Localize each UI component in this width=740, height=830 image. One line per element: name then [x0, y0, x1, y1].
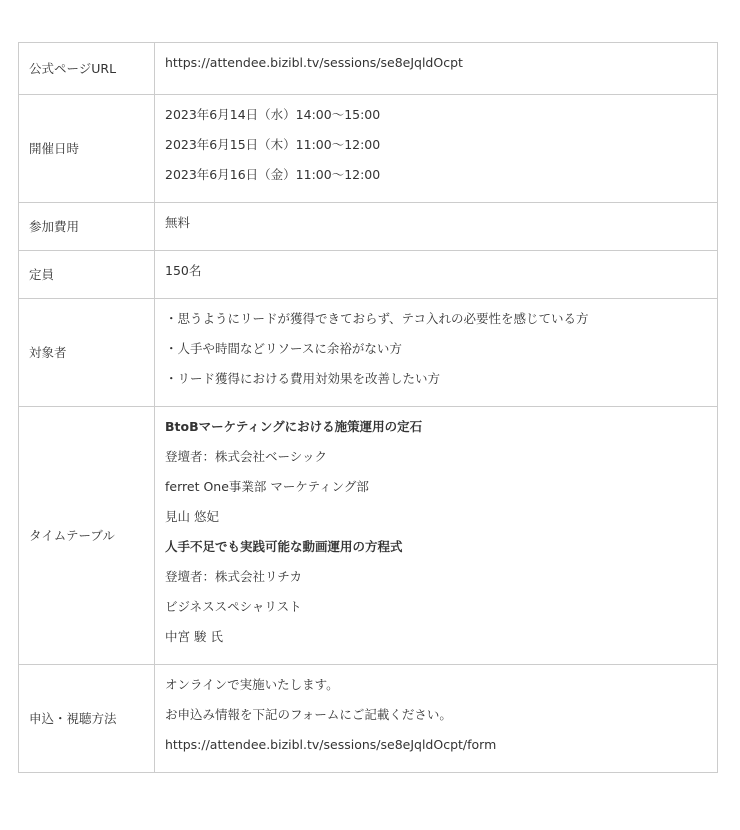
row-label-target: 対象者 [19, 299, 155, 407]
speaker-department: ferret One事業部 マーケティング部 [165, 479, 369, 494]
capacity-text: 150名 [165, 263, 202, 278]
row-value-datetime [155, 95, 718, 203]
form-url-link[interactable]: https://attendee.bizibl.tv/sessions/se8eJqldOcpt/form [165, 737, 497, 752]
row-label-apply: 申込・視聴方法 [19, 665, 155, 773]
row-value-official-url [155, 43, 718, 95]
target-item: ・リード獲得における費用対効果を改善したい方 [165, 371, 441, 386]
event-info-table [18, 42, 718, 773]
table-row [19, 95, 718, 203]
row-label-fee: 参加費用 [19, 203, 155, 251]
table-row [19, 203, 718, 251]
row-value-fee [155, 203, 718, 251]
row-value-target [155, 299, 718, 407]
official-url-link[interactable]: https://attendee.bizibl.tv/sessions/se8eJqldOcpt [165, 55, 463, 70]
table-row [19, 251, 718, 299]
speaker-company: 登壇者：株式会社リチカ [165, 569, 303, 584]
table-row [19, 665, 718, 773]
target-item: ・思うようにリードが獲得できておらず、テコ入れの必要性を感じている方 [165, 311, 589, 326]
row-value-apply [155, 665, 718, 773]
speaker-department: ビジネススペシャリスト [165, 599, 302, 614]
speaker-company: 登壇者：株式会社ベーシック [165, 449, 328, 464]
speaker-name: 中宮 駿 氏 [165, 629, 223, 644]
target-item: ・人手や時間などリソースに余裕がない方 [165, 341, 402, 356]
row-value-timetable [155, 407, 718, 665]
row-value-capacity [155, 251, 718, 299]
date-line: 2023年6月15日（木）11:00～12:00 [165, 137, 381, 152]
session-title: BtoBマーケティングにおける施策運用の定石 [165, 419, 423, 434]
row-label-official-url: 公式ページURL [19, 43, 155, 95]
table-row [19, 43, 718, 95]
table-row [19, 407, 718, 665]
apply-text: オンラインで実施いたします。 [165, 677, 339, 692]
speaker-name: 見山 悠妃 [165, 509, 219, 524]
date-line: 2023年6月16日（金）11:00～12:00 [165, 167, 381, 182]
row-label-timetable: タイムテーブル [19, 407, 155, 665]
apply-text: お申込み情報を下記のフォームにご記載ください。 [165, 707, 452, 722]
table-row [19, 299, 718, 407]
fee-text: 無料 [165, 215, 191, 230]
date-line: 2023年6月14日（水）14:00～15:00 [165, 107, 381, 122]
row-label-capacity: 定員 [19, 251, 155, 299]
session-title: 人手不足でも実践可能な動画運用の方程式 [165, 539, 403, 554]
row-label-datetime: 開催日時 [19, 95, 155, 203]
